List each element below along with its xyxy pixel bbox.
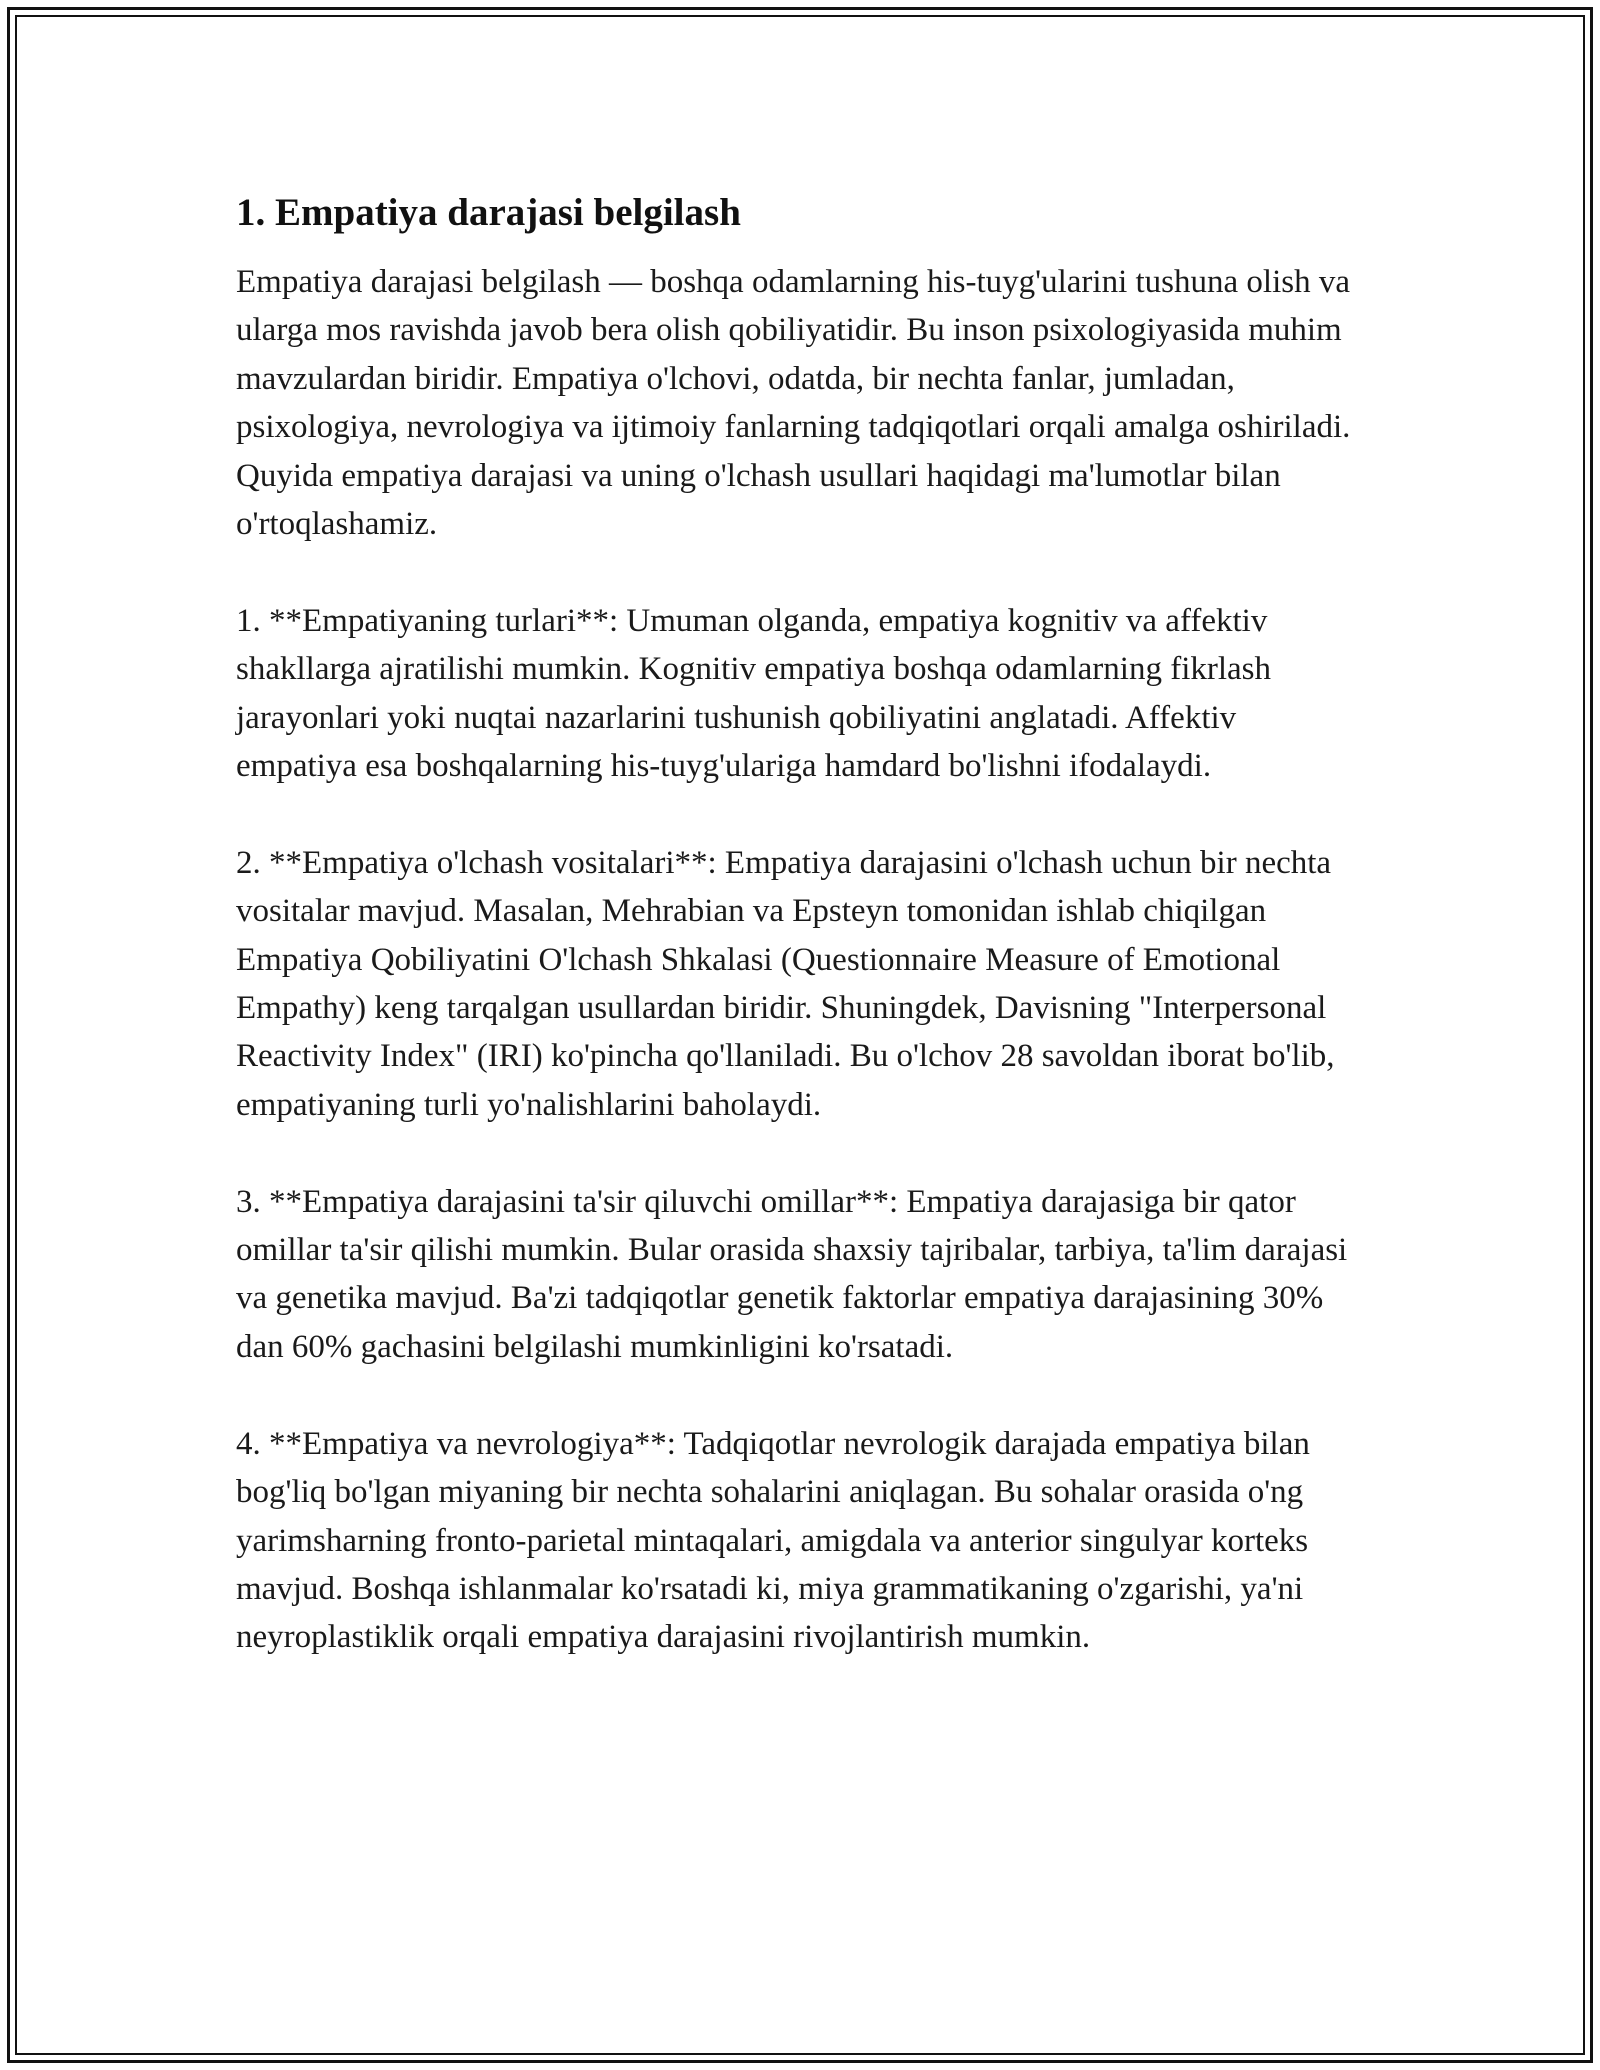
intro-paragraph: Empatiya darajasi belgilash — boshqa odamlarning his-tuyg'ularini tushuna olish va ularga mos ravishda javob bera olish qobiliyatidir. Bu inson psixologiyasida muhim mavzulardan biridir. Empatiya o'lchovi, odatda, bir nechta fanlar, jumladan, psixologiya, nevrologiya va ijtimoiy fanlarning tadqiqotlari orqali amalga oshiriladi. Quyida empatiya darajasi va uning o'lchash usullari haqidagi ma'lumotlar bilan o'rtoqlashamiz. — [236, 264, 1351, 543]
document-body — [236, 185, 1356, 1662]
section-4-paragraph: 4. **Empatiya va nevrologiya**: Tadqiqotlar nevrologik darajada empatiya bilan bog'liq bo'lgan miyaning bir nechta sohalarini aniqlagan. Bu sohalar orasida o'ng yarimsharning fronto-parietal mintaqalari, amigdala va anterior singulyar korteks mavjud. Boshqa ishlanmalar ko'rsatadi ki, miya grammatikaning o'zgarishi, ya'ni neyroplastiklik orqali empatiya darajasini rivojlantirish mumkin. — [236, 1425, 1310, 1656]
section-2-paragraph: 2. **Empatiya o'lchash vositalari**: Empatiya darajasini o'lchash uchun bir nechta vositalar mavjud. Masalan, Mehrabian va Epsteyn tomonidan ishlab chiqilgan Empatiya Qobiliyatini O'lchash Shkalasi (Questionnaire Measure of Emotional Empathy) keng tarqalgan usullardan biridir. Shuningdek, Davisning "Interpersonal Reactivity Index" (IRI) ko'pincha qo'llaniladi. Bu o'lchov 28 savoldan iborat bo'lib, empatiyaning turli yo'nalishlarini baholaydi. — [236, 844, 1335, 1123]
section-1-paragraph: 1. **Empatiyaning turlari**: Umuman olganda, empatiya kognitiv va affektiv shakllarga ajratilishi mumkin. Kognitiv empatiya boshqa odamlarning fikrlash jarayonlari yoki nuqtai nazarlarini tushunish qobiliyatini anglatadi. Affektiv empatiya esa boshqalarning his-tuyg'ulariga hamdard bo'lishni ifodalaydi. — [236, 602, 1272, 785]
document-title: 1. Empatiya darajasi belgilash — [236, 191, 741, 234]
section-3-paragraph: 3. **Empatiya darajasini ta'sir qiluvchi omillar**: Empatiya darajasiga bir qator omillar ta'sir qilishi mumkin. Bular orasida shaxsiy tajribalar, tarbiya, ta'lim darajasi va genetika mavjud. Ba'zi tadqiqotlar genetik faktorlar empatiya darajasining 30% dan 60% gachasini belgilashi mumkinligini ko'rsatadi. — [236, 1183, 1348, 1365]
